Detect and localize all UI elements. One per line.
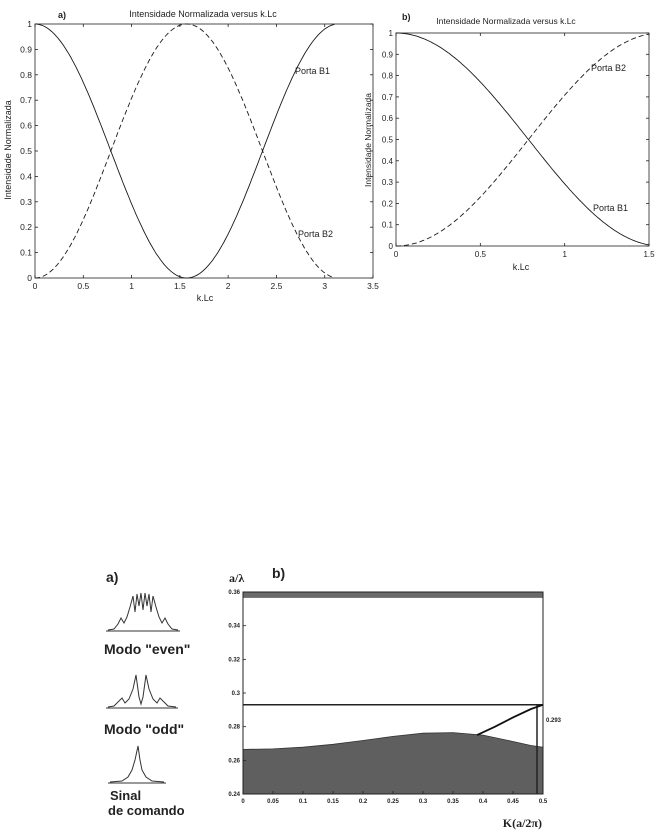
chart-b-panel-label: b) [402, 12, 411, 22]
chart-a-series-porta-b2 [35, 24, 334, 278]
chart-c-ytick-label: 0.36 [228, 590, 240, 596]
chart-a-xlabel: k.Lc [196, 293, 214, 303]
chart-a-xtick-label: 3 [322, 281, 328, 291]
command-signal-label-2: de comando [108, 803, 185, 818]
chart-b-ytick-label: 0 [388, 242, 393, 251]
chart-a-panel-label: a) [58, 10, 67, 20]
chart-c-ylabel: a/λ [229, 571, 245, 585]
chart-a-xtick-label: 2 [225, 281, 231, 291]
chart-b-ytick-label: 0.2 [381, 199, 393, 209]
chart-c-annotation-value: 0.293 [546, 718, 562, 724]
chart-a-series-porta-b1 [35, 24, 334, 278]
chart-c-xtick-label: 0.45 [507, 799, 519, 805]
chart-a-xtick-label: 0 [32, 281, 38, 291]
legend-panel-label: a) [106, 569, 119, 585]
chart-c-ytick-label: 0.32 [228, 657, 240, 664]
chart-b-ytick-label: 0.6 [381, 114, 393, 124]
chart-c-xtick-label: 0.1 [298, 799, 308, 805]
chart-a [3, 9, 379, 303]
chart-a-annotation-b1: Porta B1 [295, 66, 331, 76]
chart-b-ytick-label: 0.3 [381, 178, 393, 188]
chart-b-ytick-label: 0.9 [381, 50, 393, 60]
chart-b-ytick-label: 0.7 [381, 92, 393, 102]
chart-b-xtick-label: 1.5 [643, 250, 655, 259]
chart-b-xtick-label: 0.5 [474, 250, 486, 259]
chart-b-xtick-label: 0 [393, 250, 399, 259]
chart-c-guided-mode-line [477, 705, 543, 735]
chart-a-ytick-label: 0.2 [20, 222, 32, 233]
chart-c-panel-label: b) [272, 565, 286, 581]
chart-a-ytick-label: 0.3 [20, 196, 32, 207]
chart-a-ylabel: Intensidade Normalizada [3, 100, 13, 200]
chart-c-ytick-label: 0.3 [231, 691, 240, 697]
chart-a-ytick-label: 1 [27, 19, 32, 29]
chart-c-ytick-label: 0.34 [228, 623, 240, 630]
chart-a-ytick-label: 0.6 [20, 120, 32, 131]
chart-a-xtick-label: 0.5 [77, 281, 90, 291]
chart-a-xtick-label: 1 [129, 281, 134, 291]
chart-a-xtick-label: 2.5 [270, 281, 283, 291]
command-signal-label-1: Sinal [110, 788, 142, 803]
chart-a-annotation-b2: Porta B2 [298, 229, 334, 239]
chart-c-xtick-label: 0.05 [267, 799, 279, 805]
chart-a-ytick-label: 0.8 [20, 69, 32, 80]
chart-a-ytick-label: 0.9 [20, 44, 32, 55]
chart-a-xtick-label: 3.5 [367, 281, 379, 291]
chart-c-xtick-label: 0.15 [327, 799, 339, 805]
chart-a-ytick-label: 0.4 [20, 171, 32, 182]
chart-b-annotation-b1: Porta B1 [593, 203, 629, 213]
odd-mode-profile-icon [106, 675, 178, 708]
even-mode-profile-icon [106, 593, 180, 631]
odd-mode-label: Modo "odd" [104, 721, 185, 737]
chart-c-upper-band [243, 592, 543, 598]
chart-a-ytick-label: 0 [27, 273, 32, 283]
chart-c-xtick-label: 0.4 [478, 799, 488, 805]
chart-b-ytick-label: 0.5 [381, 135, 393, 145]
chart-a-plot-frame [35, 24, 373, 278]
chart-b-ytick-label: 0.8 [381, 71, 393, 81]
chart-a-ytick-label: 0.5 [20, 146, 32, 156]
chart-b-ytick-label: 0.1 [381, 220, 393, 230]
chart-c-ytick-label: 0.26 [228, 758, 240, 765]
chart-c-xtick-label: 0.5 [538, 799, 548, 805]
chart-b-xtick-label: 1 [562, 250, 567, 259]
chart-c-xlabel: K(a/2π) [502, 816, 542, 830]
chart-b-title: Intensidade Normalizada versus k.Lc [436, 16, 576, 26]
chart-c-xtick-label: 0 [241, 799, 245, 805]
chart-b [363, 12, 655, 272]
chart-c-xtick-label: 0.25 [387, 799, 399, 805]
chart-c-lower-band-area [243, 733, 543, 794]
chart-c-xtick-label: 0.3 [418, 799, 428, 805]
chart-b-annotation-b2: Porta B2 [591, 63, 627, 73]
chart-a-ytick-label: 0.7 [20, 95, 32, 106]
chart-a-title: Intensidade Normalizada versus k.Lc [129, 9, 277, 19]
even-mode-label: Modo "even" [104, 641, 191, 657]
chart-b-ytick-label: 0.4 [381, 156, 393, 166]
chart-c-ytick-label: 0.24 [228, 792, 240, 798]
command-signal-profile-icon [108, 746, 166, 783]
chart-c-xtick-label: 0.35 [447, 799, 459, 805]
chart-b-xlabel: k.Lc [512, 262, 530, 272]
chart-a-xtick-label: 1.5 [173, 281, 186, 291]
chart-b-ylabel: Intensidade Normalizada [363, 92, 373, 188]
chart-a-ytick-label: 0.1 [20, 247, 32, 258]
chart-c-xtick-label: 0.2 [358, 799, 368, 805]
chart-c-ytick-label: 0.28 [228, 724, 240, 731]
chart-b-ytick-label: 1 [388, 29, 393, 38]
chart-c [104, 565, 562, 830]
